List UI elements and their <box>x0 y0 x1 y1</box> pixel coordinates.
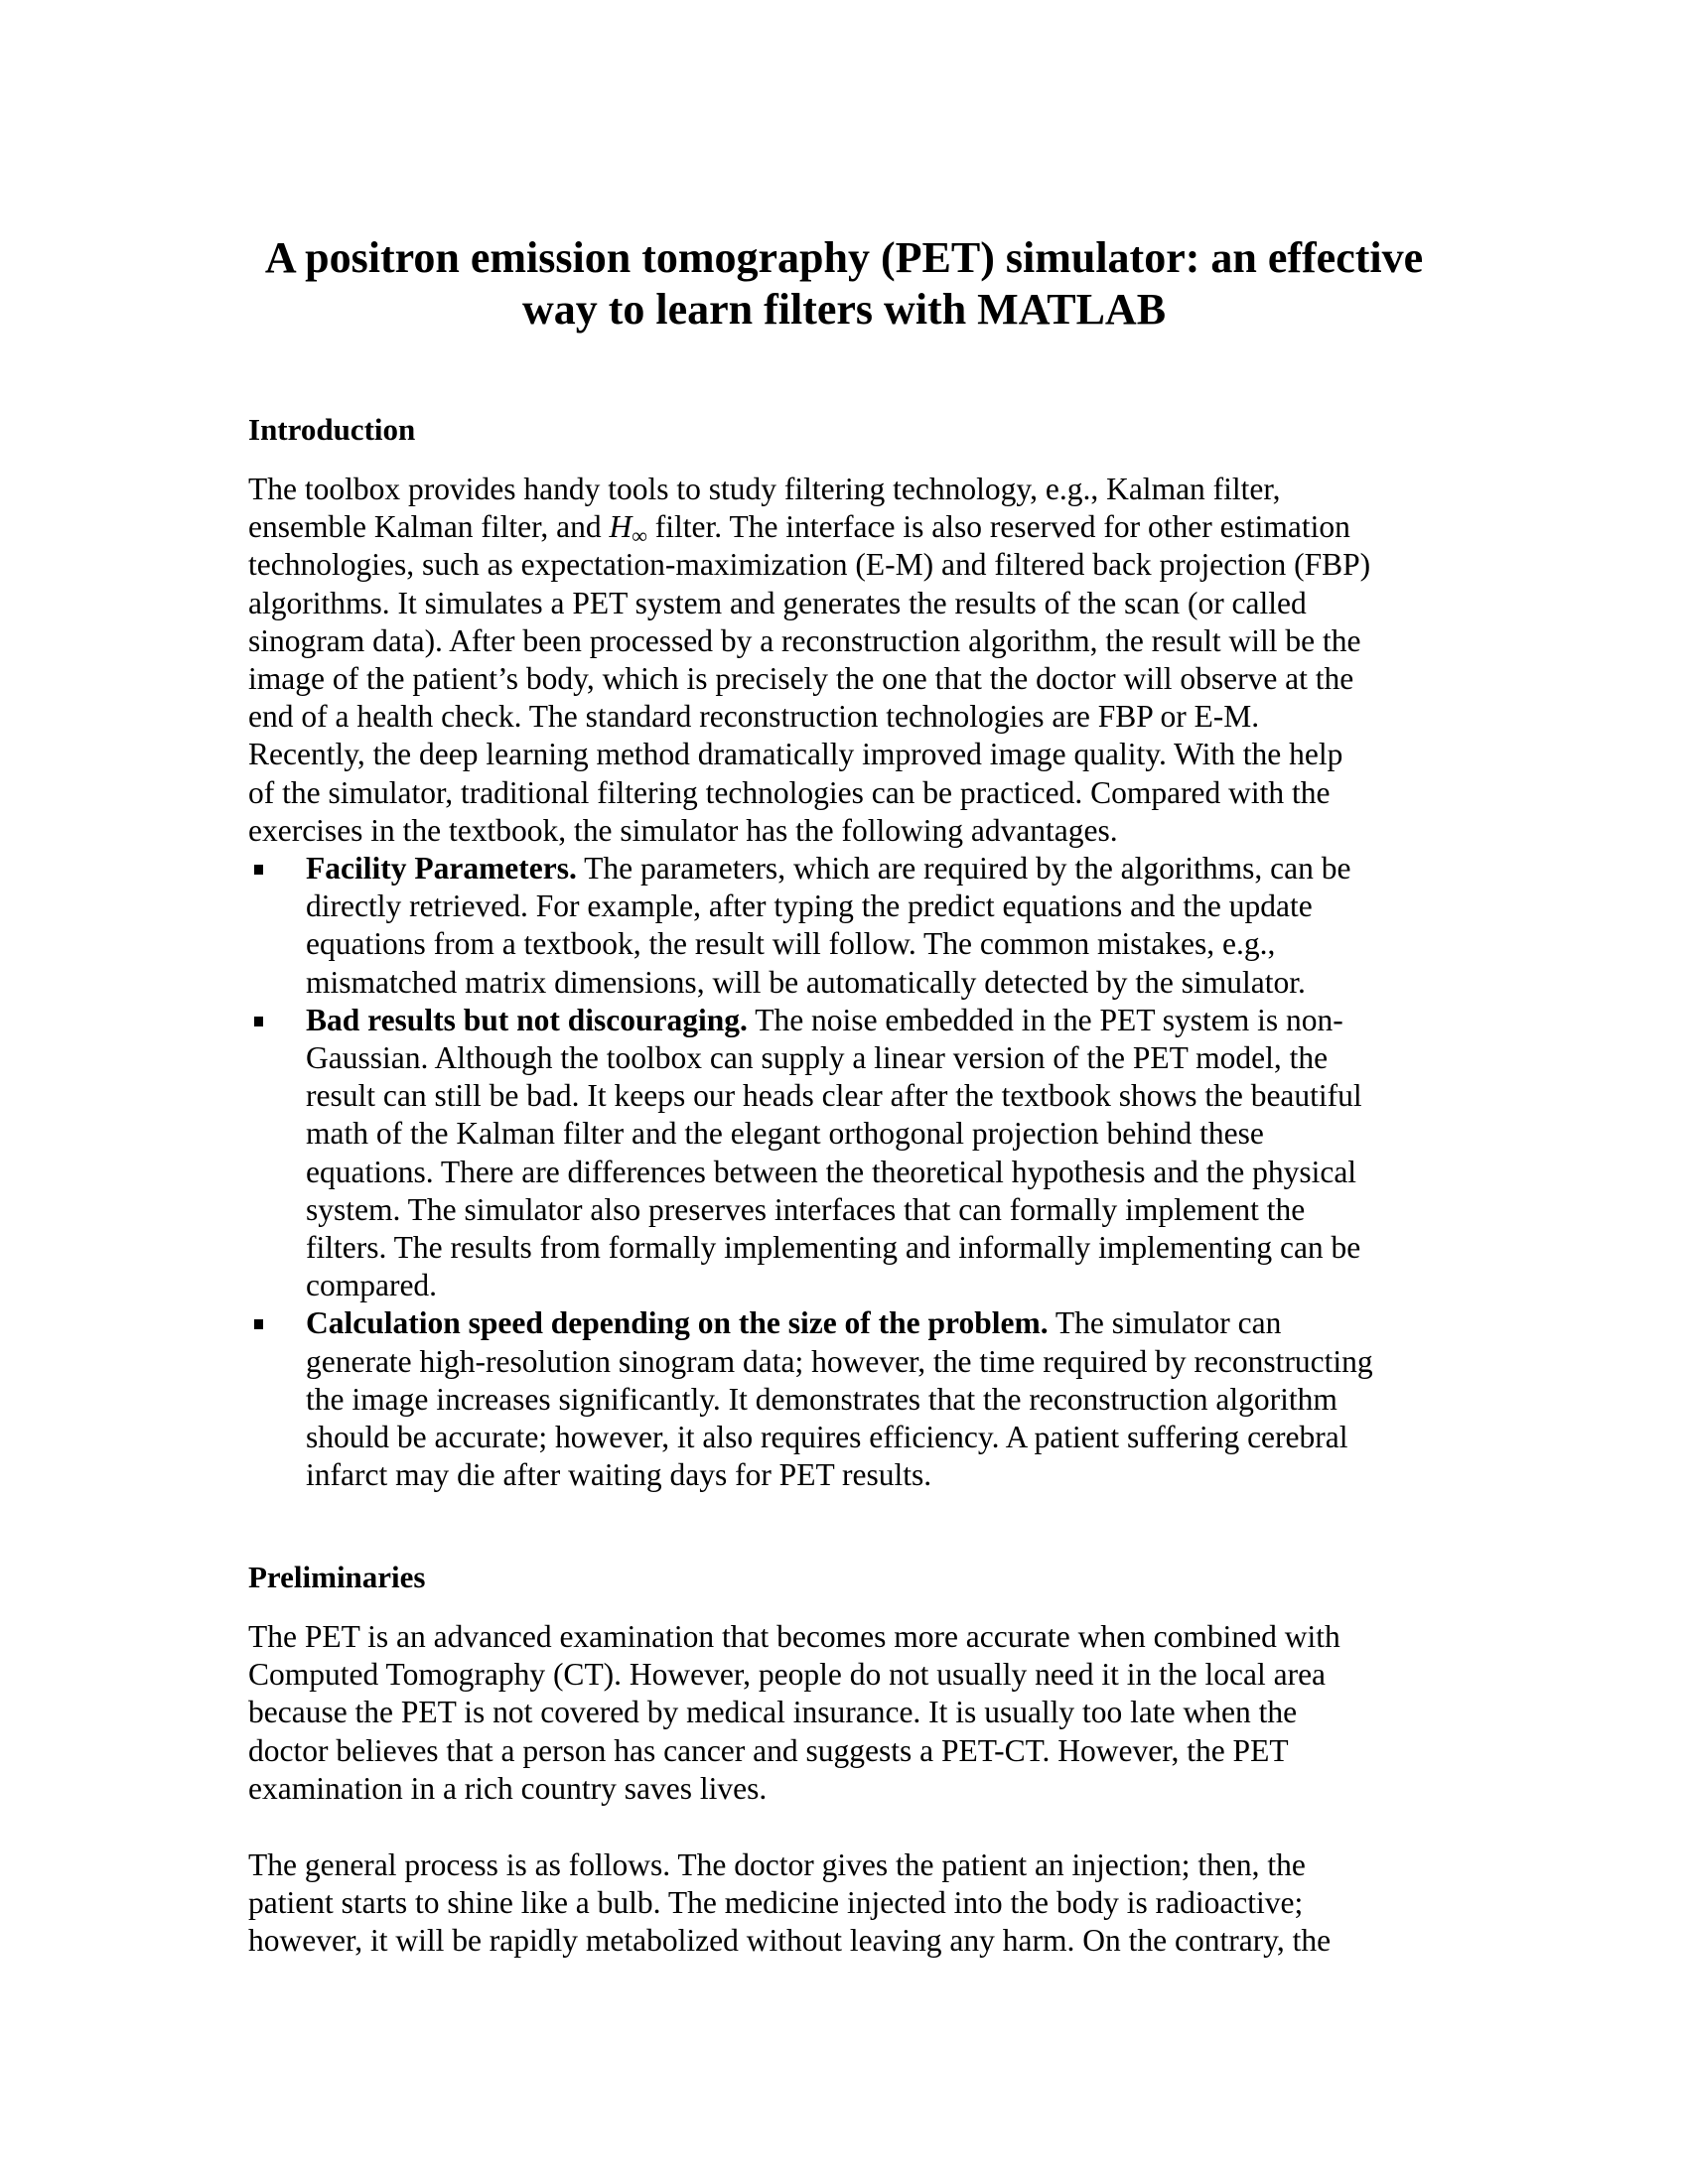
text-line: of the simulator, traditional filtering technologies can be practiced. Compared with the <box>248 774 1331 810</box>
text-line: directly retrieved. For example, after typing the predict equations and the update <box>306 888 1313 924</box>
text-line: because the PET is not covered by medical insurance. It is usually too late when the <box>248 1695 1298 1730</box>
math-variable: H <box>609 509 633 545</box>
text-line: doctor believes that a person has cancer and suggests a PET-CT. However, the PET <box>248 1732 1289 1768</box>
text-line: image of the patient’s body, which is precisely the one that the doctor will observe at the <box>248 661 1354 697</box>
text-line <box>306 1304 1440 1342</box>
text-line <box>248 508 1440 549</box>
infinity-subscript: ∞ <box>632 523 647 549</box>
text-line: generate high-resolution sinogram data; however, the time required by reconstructing <box>306 1343 1373 1379</box>
text-line: result can still be bad. It keeps our heads clear after the textbook shows the beautiful <box>306 1078 1362 1114</box>
text-line: math of the Kalman filter and the elegant orthogonal projection behind these <box>306 1116 1264 1152</box>
text-line: mismatched matrix dimensions, will be automatically detected by the simulator. <box>306 964 1306 1000</box>
math-h-infinity <box>609 509 647 549</box>
title-line: A positron emission tomography (PET) simulator: an effective <box>264 233 1424 282</box>
bullet-title: Calculation speed depending on the size of the problem. <box>306 1305 1049 1341</box>
text-span: The simulator can <box>1048 1305 1282 1341</box>
document-title <box>248 232 1440 336</box>
text-line: patient starts to shine like a bulb. The medicine injected into the body is radioactive; <box>248 1885 1304 1921</box>
text-line: equations from a textbook, the result will follow. The common mistakes, e.g., <box>306 926 1276 962</box>
text-line: examination in a rich country saves lives. <box>248 1770 768 1806</box>
square-bullet-icon <box>254 865 263 875</box>
text-line <box>306 850 1440 887</box>
text-span: The noise embedded in the PET system is non- <box>747 1002 1343 1037</box>
text-line <box>306 1002 1440 1039</box>
introduction-paragraph <box>248 471 1440 850</box>
text-span: ensemble Kalman filter, and <box>248 509 610 545</box>
text-line: Computed Tomography (CT). However, people do not usually need it in the local area <box>248 1657 1327 1693</box>
text-line: The toolbox provides handy tools to study filtering technology, e.g., Kalman filter, <box>248 472 1281 506</box>
bullet-title: Bad results but not discouraging. <box>306 1002 748 1037</box>
preliminaries-paragraph-1 <box>248 1618 1440 1808</box>
text-line: infarct may die after waiting days for PET results. <box>306 1457 932 1493</box>
text-line: The general process is as follows. The doctor gives the patient an injection; then, the <box>248 1847 1306 1882</box>
text-line: sinogram data). After been processed by a reconstruction algorithm, the result will be the <box>248 622 1361 658</box>
advantages-list <box>248 850 1440 1494</box>
text-line: the image increases significantly. It demonstrates that the reconstruction algorithm <box>306 1381 1337 1417</box>
text-line: filters. The results from formally implementing and informally implementing can be <box>306 1230 1361 1266</box>
preliminaries-paragraph-2 <box>248 1846 1440 1961</box>
square-bullet-icon <box>254 1319 263 1329</box>
list-item <box>248 850 1440 1002</box>
text-line: compared. <box>306 1268 438 1303</box>
text-line: system. The simulator also preserves interfaces that can formally implement the <box>306 1191 1306 1227</box>
text-line: should be accurate; however, it also requires efficiency. A patient suffering cerebral <box>306 1420 1348 1455</box>
text-line: equations. There are differences between the theoretical hypothesis and the physical <box>306 1154 1357 1189</box>
text-line: technologies, such as expectation-maximization (E-M) and filtered back projection (FBP) <box>248 547 1371 583</box>
text-line: algorithms. It simulates a PET system and generates the results of the scan (or called <box>248 585 1307 620</box>
text-line: Recently, the deep learning method dramatically improved image quality. With the help <box>248 737 1343 772</box>
title-line: way to learn filters with MATLAB <box>521 285 1167 334</box>
text-line: Gaussian. Although the toolbox can supply a linear version of the PET model, the <box>306 1040 1329 1076</box>
section-heading-introduction: Introduction <box>248 412 416 447</box>
text-span: The parameters, which are required by the algorithms, can be <box>576 851 1351 886</box>
bullet-title: Facility Parameters. <box>306 851 577 886</box>
text-line: however, it will be rapidly metabolized without leaving any harm. On the contrary, the <box>248 1923 1332 1959</box>
text-line: end of a health check. The standard reconstruction technologies are FBP or E-M. <box>248 699 1260 735</box>
text-span: filter. The interface is also reserved for other estimation <box>646 509 1350 545</box>
section-heading-preliminaries: Preliminaries <box>248 1560 426 1594</box>
text-line: The PET is an advanced examination that becomes more accurate when combined with <box>248 1619 1340 1654</box>
square-bullet-icon <box>254 1017 263 1026</box>
text-line: exercises in the textbook, the simulator has the following advantages. <box>248 812 1118 848</box>
list-item <box>248 1002 1440 1305</box>
list-item <box>248 1304 1440 1494</box>
